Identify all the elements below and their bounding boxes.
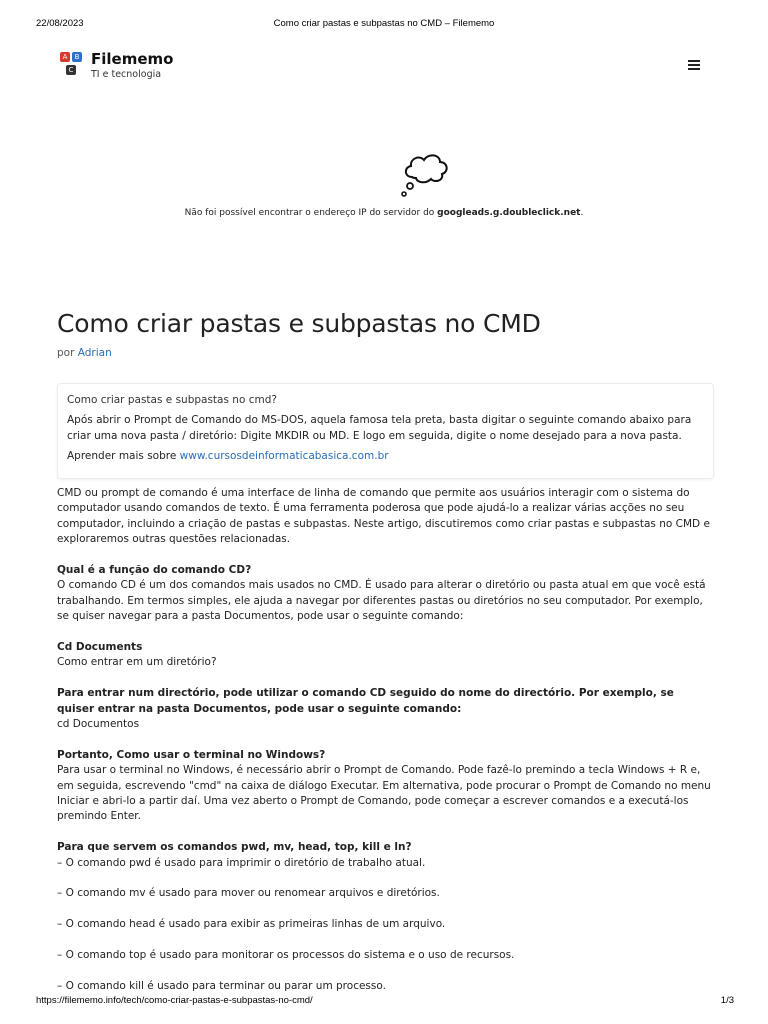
section-heading: Cd Documents: [57, 641, 143, 654]
list-item: – O comando top é usado para monitorar os processos do sistema e o uso de recursos.: [57, 949, 515, 962]
section-terminal-windows: [57, 748, 713, 825]
section-text: Como entrar em um diretório?: [57, 656, 217, 669]
intro-paragraph: CMD ou prompt de comando é uma interface de linha de comando que permite aos usuários interagir com o sistema do computador usando comandos de texto. É uma ferramenta poderosa que pode ajudá-lo a realizar várias acções no seu computador, incluindo a criação de pastas e subpastas. Neste artigo, discutiremos como criar pastas e subpastas no CMD e exploraremos outras questões relacionadas.: [57, 487, 710, 546]
site-tagline: TI e tecnologia: [91, 69, 162, 80]
print-url: https://filememo.info/tech/como-criar-pastas-e-subpastas-no-cmd/: [36, 995, 313, 1006]
section-heading: Para que servem os comandos pwd, mv, head, top, kill e ln?: [57, 841, 412, 854]
article-content: [57, 486, 713, 1010]
section-heading: Portanto, Como usar o terminal no Windows?: [57, 748, 326, 761]
author-link[interactable]: Adrian: [77, 347, 112, 359]
section-enter-directory: [57, 686, 713, 732]
featured-snippet: [57, 383, 714, 479]
list-item: – O comando mv é usado para mover ou renomear arquivos e diretórios.: [57, 887, 440, 900]
article-byline: por Adrian: [57, 347, 112, 359]
ad-error-host: googleads.g.doubleclick.net: [437, 208, 581, 218]
site-logo[interactable]: [60, 52, 88, 78]
print-date: 22/08/2023: [36, 18, 84, 29]
list-item: – O comando head é usado para exibir as primeiras linhas de um arquivo.: [57, 918, 446, 931]
article-title: Como criar pastas e subpastas no CMD: [57, 309, 541, 338]
hamburger-icon[interactable]: [688, 60, 700, 70]
print-page-title: Como criar pastas e subpastas no CMD – Filememo: [273, 18, 495, 29]
section-text: Para usar o terminal no Windows, é necessário abrir o Prompt de Comando. Pode fazê-lo premindo a tecla Windows + R e, em seguida, escrevendo "cmd" na caixa de diálogo Executar. Em alternativa, pode procurar o Prompt de Comando no menu Iniciar e abri-lo a partir daí. Uma vez aberto o Prompt de Comando, pode começar a escrever comandos e a executá-los premindo Enter.: [57, 764, 711, 823]
ad-error-message: Não foi possível encontrar o endereço IP do servidor do googleads.g.doubleclick.net.: [184, 208, 584, 218]
print-page-number: 1/3: [720, 995, 734, 1006]
list-item: – O comando kill é usado para terminar ou parar um processo.: [57, 979, 386, 992]
logo-block-c: C: [66, 65, 76, 75]
thought-cloud-icon: [398, 150, 452, 200]
section-commands: [57, 840, 713, 871]
site-title[interactable]: Filememo: [91, 50, 174, 68]
section-cd-documents: [57, 640, 713, 671]
snippet-source-link[interactable]: www.cursosdeinformaticabasica.com.br: [179, 450, 389, 462]
section-cd-function: [57, 563, 713, 625]
snippet-learn-more: Aprender mais sobre www.cursosdeinformaticabasica.com.br: [67, 450, 389, 462]
logo-block-a: A: [60, 52, 70, 62]
section-heading: Para entrar num directório, pode utilizar o comando CD seguido do nome do directório. Por exemplo, se quiser entrar na pasta Documentos, pode usar o seguinte comando:: [57, 687, 674, 715]
section-heading: Qual é a função do comando CD?: [57, 564, 252, 577]
section-text: O comando CD é um dos comandos mais usados no CMD. É usado para alterar o diretório ou pasta atual em que você está trabalhando. Em termos simples, ele ajuda a navegar por diferentes pastas ou diretórios no seu computador. Por exemplo, se quiser navegar para a pasta Documentos, pode usar o seguinte comando:: [57, 579, 706, 623]
list-item: – O comando pwd é usado para imprimir o diretório de trabalho atual.: [57, 856, 426, 869]
snippet-answer: Após abrir o Prompt de Comando do MS-DOS, aquela famosa tela preta, basta digitar o seguinte comando abaixo para criar uma nova pasta / diretório: Digite MKDIR ou MD. E logo em seguida, digite o nome desejado para a nova pasta.: [67, 414, 692, 442]
logo-block-b: B: [72, 52, 82, 62]
snippet-question: Como criar pastas e subpastas no cmd?: [67, 394, 277, 406]
section-text: cd Documentos: [57, 718, 140, 731]
